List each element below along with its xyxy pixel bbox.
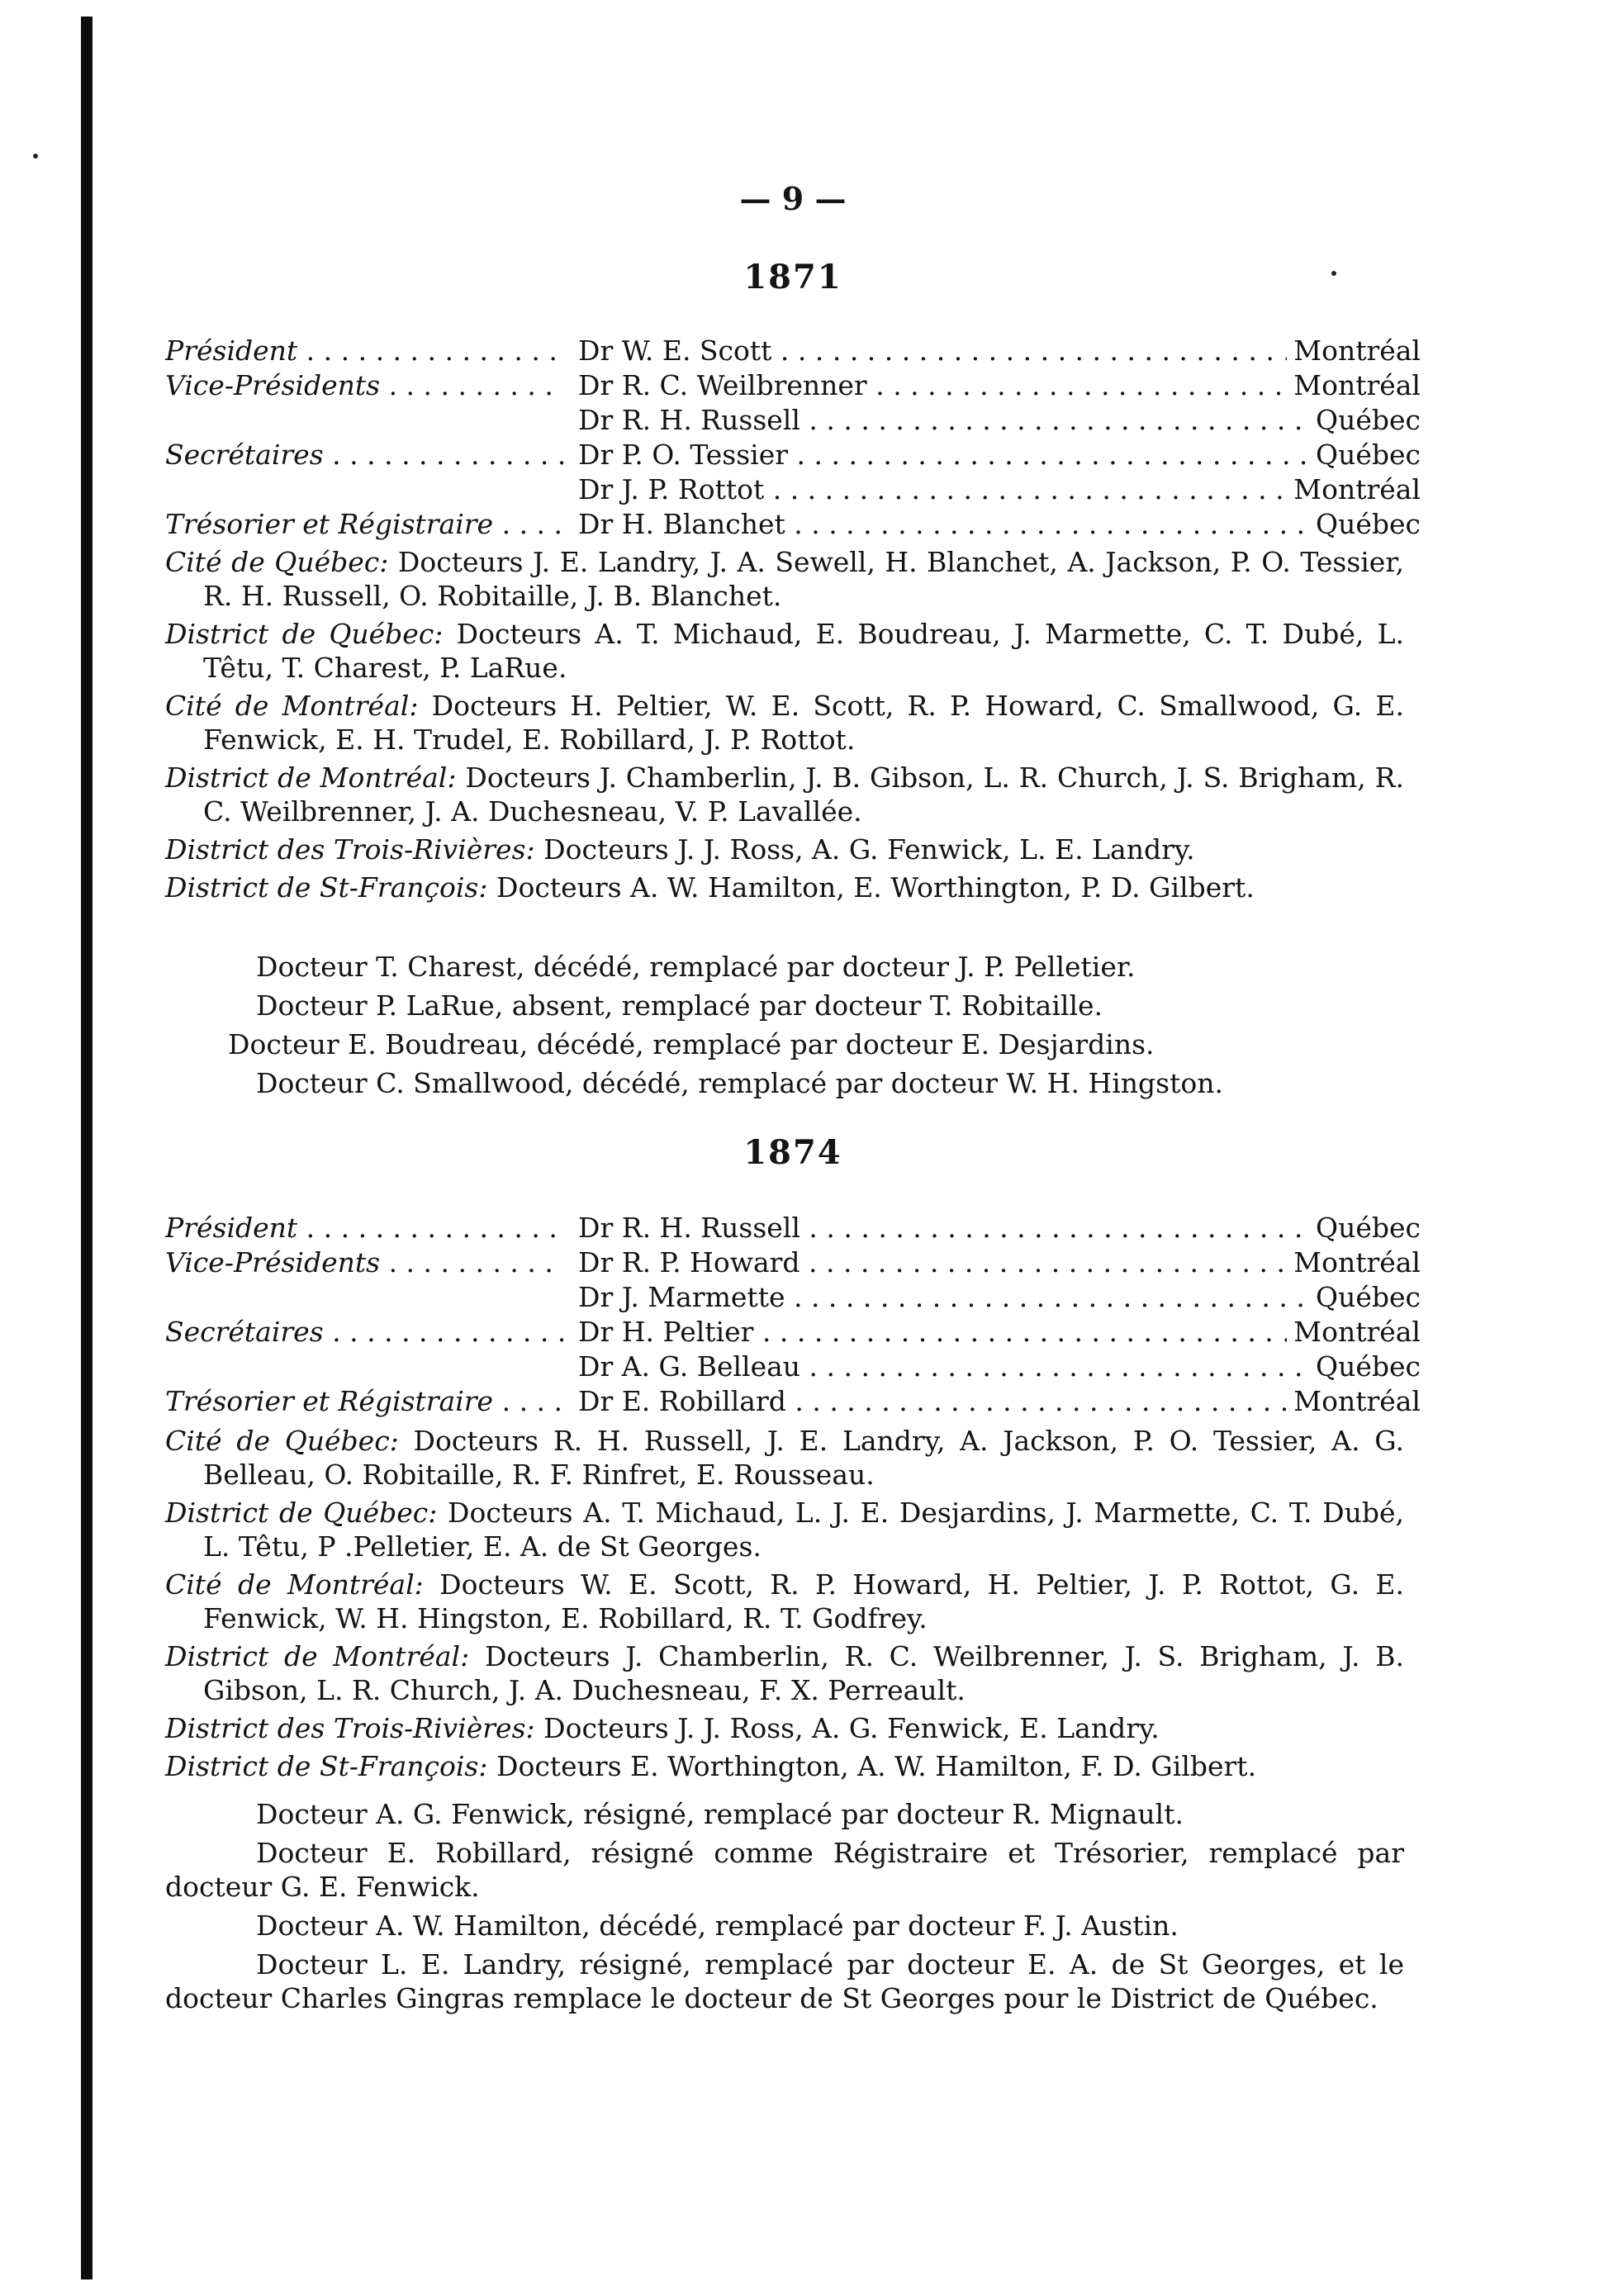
district-label: District de Montréal: (165, 1640, 470, 1672)
member-paragraph (165, 1424, 1404, 1492)
member-paragraph (165, 761, 1404, 828)
note: Docteur A. W. Hamilton, décédé, remplacé par docteur F. J. Austin. (256, 1909, 1179, 1942)
scan-edge (81, 17, 93, 2279)
member-list: Docteurs E. Worthington, A. W. Hamilton, F. D. Gilbert. (496, 1750, 1257, 1782)
member-list: Docteurs J. J. Ross, A. G. Fenwick, L. E. Landry. (543, 833, 1195, 866)
member-list: Docteurs J. Chamberlin, J. B. Gibson, L. R. Church, J. S. Brigham, R. C. Weilbrenner, J. A. Duchesneau, V. P. Lavallée. (203, 761, 1404, 828)
member-list: Docteurs J. J. Ross, A. G. Fenwick, E. Landry. (543, 1712, 1160, 1744)
officer-city: Québec (1309, 507, 1421, 542)
officer-row (165, 403, 1421, 438)
officer-city: Québec (1309, 1211, 1421, 1245)
member-paragraph (165, 689, 1404, 757)
officer-row (165, 1315, 1421, 1350)
officer-city: Montréal (1287, 334, 1421, 368)
officer-city: Québec (1309, 403, 1421, 438)
officer-name: Dr J. P. Rottot . . . (578, 472, 1421, 507)
district-label: District de Montréal: (165, 761, 457, 794)
officer-name: Dr J. Marmette . . . (578, 1280, 1421, 1315)
officer-city: Montréal (1287, 1245, 1421, 1280)
officer-name: Dr H. Blanchet . . . (578, 507, 1421, 542)
officer-city: Montréal (1287, 472, 1421, 507)
officer-row (165, 1245, 1421, 1280)
member-list: Docteurs A. T. Michaud, E. Boudreau, J. Marmette, C. T. Dubé, L. Têtu, T. Charest, P. LaRue. (203, 618, 1404, 684)
notes-1874 (165, 1797, 1404, 2020)
section-year-1871: 1871 (743, 258, 842, 296)
officer-name: Dr R. H. Russell . . . (578, 403, 1421, 438)
officer-role: Trésorier et Régistraire . . . (165, 1384, 563, 1419)
officer-role: Trésorier et Régistraire . . . (165, 507, 563, 542)
officer-row (165, 507, 1421, 542)
district-label: Cité de Québec: (165, 546, 389, 578)
member-list: Docteurs A. T. Michaud, L. J. E. Desjardins, J. Marmette, C. T. Dubé, L. Têtu, P .Pelletier, E. A. de St Georges. (203, 1497, 1404, 1563)
district-label: District de St-François: (165, 1750, 488, 1782)
note: Docteur L. E. Landry, résigné, remplacé par docteur E. A. de St Georges, et le docteur Charles Gingras remplace le docteur de St Georges pour le District de Québec. (165, 1948, 1404, 2014)
district-label: Cité de Québec: (165, 1425, 399, 1457)
officer-role: Vice-Présidents . . . (165, 1245, 563, 1280)
member-list: Docteurs H. Peltier, W. E. Scott, R. P. Howard, C. Smallwood, G. E. Fenwick, E. H. Trudel, E. Robillard, J. P. Rottot. (203, 690, 1404, 756)
officer-city: Québec (1309, 1280, 1421, 1315)
note: Docteur P. LaRue, absent, remplacé par docteur T. Robitaille. (256, 989, 1103, 1022)
officer-role: Président . . . (165, 1211, 563, 1245)
member-paragraph (165, 1749, 1404, 1783)
district-label: Cité de Montréal: (165, 690, 419, 722)
members-1874 (165, 1424, 1404, 1787)
member-list: Docteurs R. H. Russell, J. E. Landry, A. Jackson, P. O. Tessier, A. G. Belleau, O. Robitaille, R. F. Rinfret, E. Rousseau. (203, 1425, 1404, 1491)
officer-row (165, 1280, 1421, 1315)
officer-role: Président . . . (165, 334, 563, 368)
note: Docteur T. Charest, décédé, remplacé par docteur J. P. Pelletier. (256, 951, 1136, 983)
district-label: District de Québec: (165, 618, 444, 650)
district-label: Cité de Montréal: (165, 1568, 424, 1601)
note: Docteur E. Boudreau, décédé, remplacé par docteur E. Desjardins. (228, 1028, 1155, 1060)
member-paragraph (165, 1568, 1404, 1635)
officer-row (165, 1211, 1421, 1245)
officer-role: Vice-Présidents . . . (165, 368, 563, 403)
officer-row (165, 368, 1421, 403)
scan-speck (33, 154, 38, 159)
officer-name: Dr R. P. Howard . . . (578, 1245, 1421, 1280)
officers-1871 (165, 334, 1421, 542)
note: Docteur A. G. Fenwick, résigné, remplacé par docteur R. Mignault. (256, 1798, 1184, 1830)
officer-role: Secrétaires . . . (165, 438, 563, 472)
members-1871 (165, 545, 1404, 908)
officer-city: Québec (1309, 1350, 1421, 1384)
officer-name: Dr W. E. Scott . . . (578, 334, 1421, 368)
member-list: Docteurs J. Chamberlin, R. C. Weilbrenner, J. S. Brigham, J. B. Gibson, L. R. Church, J. A. Duchesneau, F. X. Perreault. (203, 1640, 1404, 1706)
officer-row (165, 438, 1421, 472)
member-paragraph (165, 1711, 1404, 1745)
officer-city: Montréal (1287, 1384, 1421, 1419)
officer-row (165, 334, 1421, 368)
officer-name: Dr H. Peltier . . . (578, 1315, 1421, 1350)
district-label: District des Trois-Rivières: (165, 1712, 535, 1744)
notes-1871 (165, 950, 1404, 1105)
officer-role: Secrétaires . . . (165, 1315, 563, 1350)
district-label: District des Trois-Rivières: (165, 833, 535, 866)
officer-row (165, 472, 1421, 507)
officer-city: Québec (1309, 438, 1421, 472)
member-paragraph (165, 545, 1404, 613)
officer-name: Dr R. H. Russell . . . (578, 1211, 1421, 1245)
member-list: Docteurs A. W. Hamilton, E. Worthington, P. D. Gilbert. (496, 871, 1255, 904)
member-paragraph (165, 1639, 1404, 1707)
member-paragraph (165, 870, 1404, 904)
member-paragraph (165, 617, 1404, 685)
officer-city: Montréal (1287, 1315, 1421, 1350)
note: Docteur E. Robillard, résigné comme Régistraire et Trésorier, remplacé par docteur G. E. Fenwick. (165, 1837, 1404, 1903)
page-number: — 9 — (739, 180, 847, 217)
officer-name: Dr A. G. Belleau . . . (578, 1350, 1421, 1384)
member-paragraph (165, 1496, 1404, 1563)
officer-name: Dr R. C. Weilbrenner . . . (578, 368, 1421, 403)
officer-name: Dr P. O. Tessier . . . (578, 438, 1421, 472)
officer-city: Montréal (1287, 368, 1421, 403)
member-list: Docteurs J. E. Landry, J. A. Sewell, H. Blanchet, A. Jackson, P. O. Tessier, R. H. Russell, O. Robitaille, J. B. Blanchet. (203, 546, 1404, 612)
officer-name: Dr E. Robillard . . . (578, 1384, 1421, 1419)
district-label: District de Québec: (165, 1497, 438, 1529)
member-paragraph (165, 833, 1404, 866)
member-list: Docteurs W. E. Scott, R. P. Howard, H. Peltier, J. P. Rottot, G. E. Fenwick, W. H. Hingston, E. Robillard, R. T. Godfrey. (203, 1568, 1404, 1634)
section-year-1874: 1874 (743, 1133, 842, 1172)
note: Docteur C. Smallwood, décédé, remplacé par docteur W. H. Hingston. (256, 1067, 1223, 1099)
officers-1874 (165, 1211, 1421, 1419)
officer-row (165, 1384, 1421, 1419)
officer-row (165, 1350, 1421, 1384)
district-label: District de St-François: (165, 871, 488, 904)
